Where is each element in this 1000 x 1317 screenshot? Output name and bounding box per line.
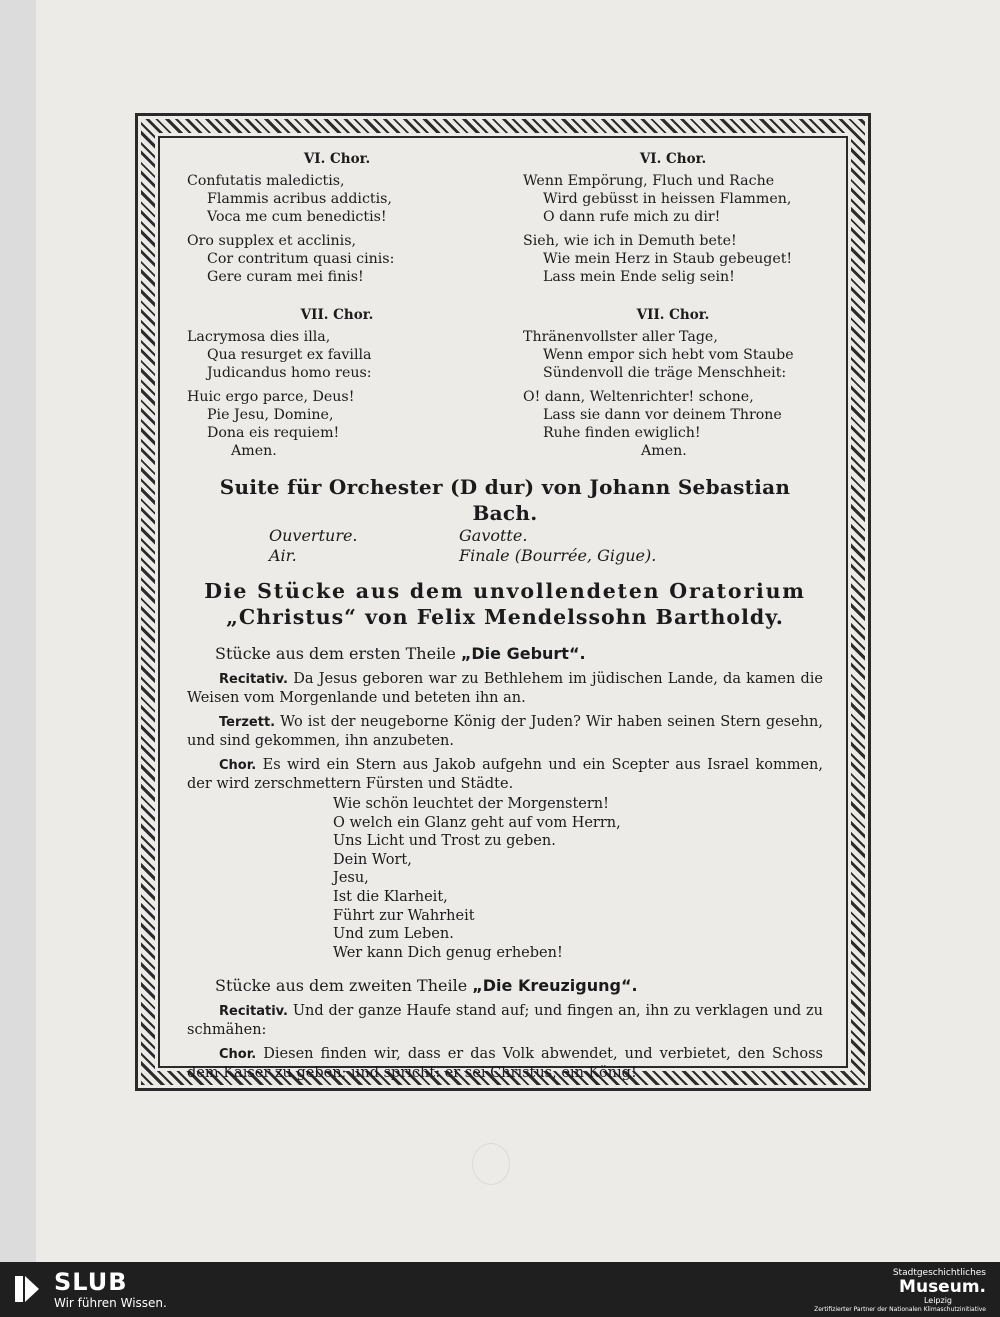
paragraph-terzett bbox=[187, 713, 823, 750]
movement: Ouverture. bbox=[269, 526, 358, 545]
choral-line: Führt zur Wahrheit bbox=[333, 907, 475, 924]
part-heading-prefix: Stücke aus dem zweiten Theile bbox=[215, 976, 473, 996]
section-label: Chor. bbox=[219, 1047, 257, 1063]
chor-heading: VII. Chor. bbox=[636, 307, 710, 323]
verse-line: Oro supplex et acclinis, bbox=[187, 233, 356, 249]
part-heading-title: „Die Geburt“. bbox=[460, 644, 586, 663]
museum-note: Zertifizierter Partner der Nationalen Klimaschutzinitiative bbox=[814, 1306, 986, 1313]
verse-line: Qua resurget ex favilla bbox=[207, 347, 372, 363]
verse-line: Sündenvoll die träge Menschheit: bbox=[543, 365, 787, 381]
verse-line: Huic ergo parce, Deus! bbox=[187, 389, 355, 405]
verse bbox=[187, 388, 487, 460]
latin-column bbox=[187, 306, 487, 466]
verse-line: Sieh, wie ich in Demuth bete! bbox=[523, 233, 737, 249]
verse-line: Lass sie dann vor deinem Throne bbox=[543, 407, 782, 423]
suite-title: Suite für Orchester (D dur) von Johann Sebastian Bach. bbox=[219, 475, 791, 525]
verse-line: Voca me cum benedictis! bbox=[207, 209, 387, 225]
section-label: Recitativ. bbox=[219, 1004, 288, 1020]
verse-line: O dann rufe mich zu dir! bbox=[543, 209, 721, 225]
verse-line: Pie Jesu, Domine, bbox=[207, 407, 334, 423]
museum-label-top: Stadtgeschichtliches bbox=[892, 1268, 986, 1278]
verse-line: Thränenvollster aller Tage, bbox=[523, 329, 718, 345]
german-column bbox=[523, 150, 823, 292]
left-page-edge bbox=[0, 0, 37, 1262]
verse-line: O! dann, Weltenrichter! schone, bbox=[523, 389, 754, 405]
verse-line: Wie mein Herz in Staub gebeuget! bbox=[543, 251, 793, 267]
part-heading-title: „Die Kreuzigung“. bbox=[472, 976, 638, 996]
paragraph-recitativ bbox=[187, 1002, 823, 1039]
section-label: Terzett. bbox=[219, 715, 276, 730]
choral-verse bbox=[187, 795, 823, 962]
verse-line: Lass mein Ende selig sein! bbox=[543, 269, 735, 285]
choral-line: Uns Licht und Trost zu geben. bbox=[333, 833, 556, 850]
suite-movements bbox=[187, 526, 823, 566]
german-column bbox=[523, 306, 823, 466]
verse-line: Flammis acribus addictis, bbox=[207, 191, 392, 207]
verse-line: Confutatis maledictis, bbox=[187, 173, 345, 189]
verse bbox=[187, 328, 487, 382]
section-label: Recitativ. bbox=[219, 672, 288, 687]
spacer bbox=[187, 292, 823, 306]
oratorium-title-line: „Christus“ von Felix Mendelssohn Bartholdy. bbox=[226, 605, 784, 629]
verse bbox=[523, 232, 823, 286]
footer-bar bbox=[0, 1262, 1000, 1317]
paragraph-text: Es wird ein Stern aus Jakob aufgehn und ein Scepter aus Israel kommen, der wird zerschmettern Fürsten und Städte. bbox=[187, 757, 823, 792]
latin-column bbox=[187, 150, 487, 292]
part-heading bbox=[187, 644, 823, 664]
paragraph-chor bbox=[187, 756, 823, 793]
verse-line: Wird gebüsst in heissen Flammen, bbox=[543, 191, 792, 207]
oratorium-title-line: Die Stücke aus dem unvollendeten Oratorium bbox=[204, 579, 806, 603]
choral-line: O welch ein Glanz geht auf vom Herrn, bbox=[333, 814, 621, 831]
verse-line: Judicandus homo reus: bbox=[207, 365, 372, 381]
movement: Gavotte. bbox=[459, 526, 528, 545]
part-heading bbox=[187, 976, 823, 996]
amen-line: Amen. bbox=[231, 443, 277, 459]
verse bbox=[187, 232, 487, 286]
verse bbox=[523, 328, 823, 382]
verse bbox=[523, 172, 823, 226]
verse bbox=[523, 388, 823, 460]
chor-heading: VI. Chor. bbox=[639, 151, 707, 167]
verse-line: Gere curam mei finis! bbox=[207, 269, 364, 285]
embossed-stamp bbox=[472, 1143, 510, 1185]
museum-city: Leipzig bbox=[923, 1296, 952, 1305]
verse-line: Wenn empor sich hebt vom Staube bbox=[543, 347, 794, 363]
oratorium-title bbox=[187, 578, 823, 630]
paragraph-text: Diesen finden wir, dass er das Volk abwendet, und verbietet, den Schoss dem Kaiser zu geben; und spricht: er sei Christus, ein König! bbox=[187, 1046, 823, 1082]
verse-line: Cor contritum quasi cinis: bbox=[207, 251, 395, 267]
amen-line: Amen. bbox=[641, 443, 687, 459]
chor-heading: VII. Chor. bbox=[300, 307, 374, 323]
choral-line: Dein Wort, bbox=[333, 851, 412, 868]
chor-heading: VI. Chor. bbox=[303, 151, 371, 167]
choral-line: Und zum Leben. bbox=[333, 926, 454, 943]
paragraph-chor bbox=[187, 1045, 823, 1082]
verse-line: Ruhe finden ewiglich! bbox=[543, 425, 701, 441]
part-heading-prefix: Stücke aus dem ersten Theile bbox=[215, 644, 461, 663]
movement: Air. bbox=[269, 546, 297, 565]
paragraph-recitativ bbox=[187, 670, 823, 707]
choral-line: Wie schön leuchtet der Morgenstern! bbox=[333, 796, 609, 812]
movement: Finale (Bourrée, Gigue). bbox=[459, 546, 657, 565]
chor-6-section bbox=[187, 150, 823, 292]
choral-line: Wer kann Dich genug erheben! bbox=[333, 944, 563, 961]
choral-line: Ist die Klarheit, bbox=[333, 888, 448, 905]
paragraph-text: Wo ist der neugeborne König der Juden? Wir haben seinen Stern gesehn, und sind gekommen, ihn anzubeten. bbox=[187, 714, 823, 749]
verse bbox=[187, 172, 487, 226]
section-label: Chor. bbox=[219, 758, 257, 773]
choral-line: Jesu, bbox=[333, 870, 369, 887]
verse-line: Wenn Empörung, Fluch und Rache bbox=[523, 173, 775, 189]
program-text bbox=[187, 150, 823, 1082]
slub-name: SLUB bbox=[54, 1268, 128, 1296]
chor-7-section bbox=[187, 306, 823, 466]
slub-logo-icon bbox=[13, 1274, 41, 1304]
paragraph-text: Da Jesus geboren war zu Bethlehem im jüdischen Lande, da kamen die Weisen vom Morgenlande und beteten ihn an. bbox=[187, 671, 823, 706]
slub-tagline: Wir führen Wissen. bbox=[54, 1296, 167, 1310]
verse-line: Dona eis requiem! bbox=[207, 425, 340, 441]
museum-name: Museum. bbox=[899, 1277, 986, 1297]
verse-line: Lacrymosa dies illa, bbox=[187, 329, 331, 345]
paragraph-text: Und der ganze Haufe stand auf; und fingen an, ihn zu verklagen und zu schmähen: bbox=[187, 1003, 823, 1039]
